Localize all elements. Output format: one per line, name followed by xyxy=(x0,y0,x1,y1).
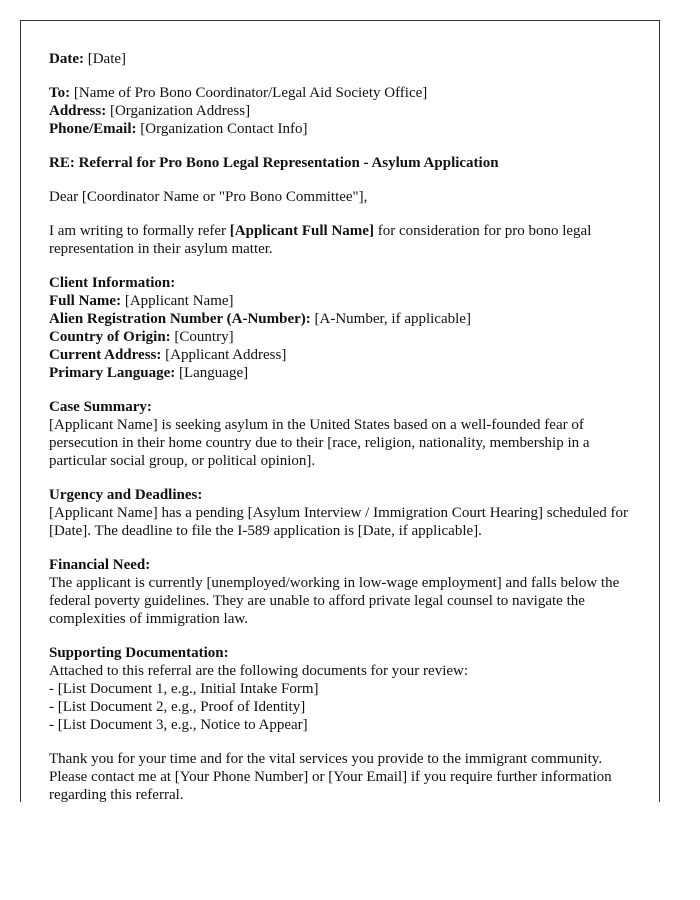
closing-paragraph: Thank you for your time and for the vital services you provide to the immigrant community. Please contact me at [Your Phone Number] or [Your Email] if you require further information regarding this referral. xyxy=(49,751,612,802)
letter-content xyxy=(49,50,639,802)
client-field-value: [A-Number, if applicable] xyxy=(314,311,471,327)
intro-before: I am writing to formally refer xyxy=(49,223,230,239)
recipient-block xyxy=(49,84,639,138)
recipient-contact-line xyxy=(49,120,639,138)
subject-text: RE: Referral for Pro Bono Legal Representation - Asylum Application xyxy=(49,155,499,171)
client-field-value: [Applicant Address] xyxy=(165,347,287,363)
client-information-heading: Client Information: xyxy=(49,275,176,291)
case-summary-section xyxy=(49,398,639,470)
supporting-documentation-intro: Attached to this referral are the following documents for your review: xyxy=(49,663,469,679)
client-field-value: [Country] xyxy=(174,329,234,345)
case-summary-body: [Applicant Name] is seeking asylum in the United States based on a well-founded fear of persecution in their home country due to their [race, religion, nationality, membership in a particular social group, or political opinion]. xyxy=(49,417,590,469)
recipient-address-line xyxy=(49,102,639,120)
intro-paragraph xyxy=(49,222,639,258)
salutation: Dear [Coordinator Name or "Pro Bono Committee"], xyxy=(49,189,368,205)
recipient-to-line xyxy=(49,84,639,102)
client-field-label: Full Name: xyxy=(49,293,122,309)
subject-line xyxy=(49,154,639,172)
client-information-section xyxy=(49,274,639,382)
client-field-label: Alien Registration Number (A-Number): xyxy=(49,311,311,327)
client-field-country xyxy=(49,328,639,346)
client-field-full-name xyxy=(49,292,639,310)
letter-page xyxy=(20,20,660,802)
date-label: Date: xyxy=(49,51,84,67)
financial-need-heading: Financial Need: xyxy=(49,557,151,573)
urgency-section xyxy=(49,486,639,540)
document-list-item: - [List Document 1, e.g., Initial Intake Form] xyxy=(49,681,319,697)
recipient-contact-label: Phone/Email: xyxy=(49,121,137,137)
client-field-label: Primary Language: xyxy=(49,365,176,381)
recipient-address-label: Address: xyxy=(49,103,107,119)
client-field-value: [Applicant Name] xyxy=(124,293,234,309)
supporting-documentation-section xyxy=(49,644,639,734)
client-field-a-number xyxy=(49,310,639,328)
recipient-address-value: [Organization Address] xyxy=(109,103,251,119)
client-field-label: Current Address: xyxy=(49,347,162,363)
document-list-item: - [List Document 2, e.g., Proof of Identity] xyxy=(49,699,306,715)
supporting-documentation-heading: Supporting Documentation: xyxy=(49,645,229,661)
financial-need-section xyxy=(49,556,639,628)
recipient-to-label: To: xyxy=(49,85,71,101)
date-value: [Date] xyxy=(87,51,127,67)
document-list-item: - [List Document 3, e.g., Notice to Appear] xyxy=(49,717,308,733)
client-field-address xyxy=(49,346,639,364)
urgency-body: [Applicant Name] has a pending [Asylum Interview / Immigration Court Hearing] scheduled for [Date]. The deadline to file the I-589 application is [Date, if applicable]. xyxy=(49,505,629,539)
intro-after: for consideration for pro bono legal representation in their asylum matter. xyxy=(49,223,592,257)
intro-applicant-name: [Applicant Full Name] xyxy=(229,223,374,239)
urgency-heading: Urgency and Deadlines: xyxy=(49,487,203,503)
date-line xyxy=(49,50,639,68)
financial-need-body: The applicant is currently [unemployed/working in low-wage employment] and falls below the federal poverty guidelines. They are unable to afford private legal counsel to navigate the complexities of immigration law. xyxy=(49,575,620,627)
client-field-language xyxy=(49,364,639,382)
recipient-contact-value: [Organization Contact Info] xyxy=(140,121,308,137)
client-field-value: [Language] xyxy=(178,365,249,381)
recipient-to-value: [Name of Pro Bono Coordinator/Legal Aid Society Office] xyxy=(73,85,428,101)
client-field-label: Country of Origin: xyxy=(49,329,171,345)
case-summary-heading: Case Summary: xyxy=(49,399,152,415)
